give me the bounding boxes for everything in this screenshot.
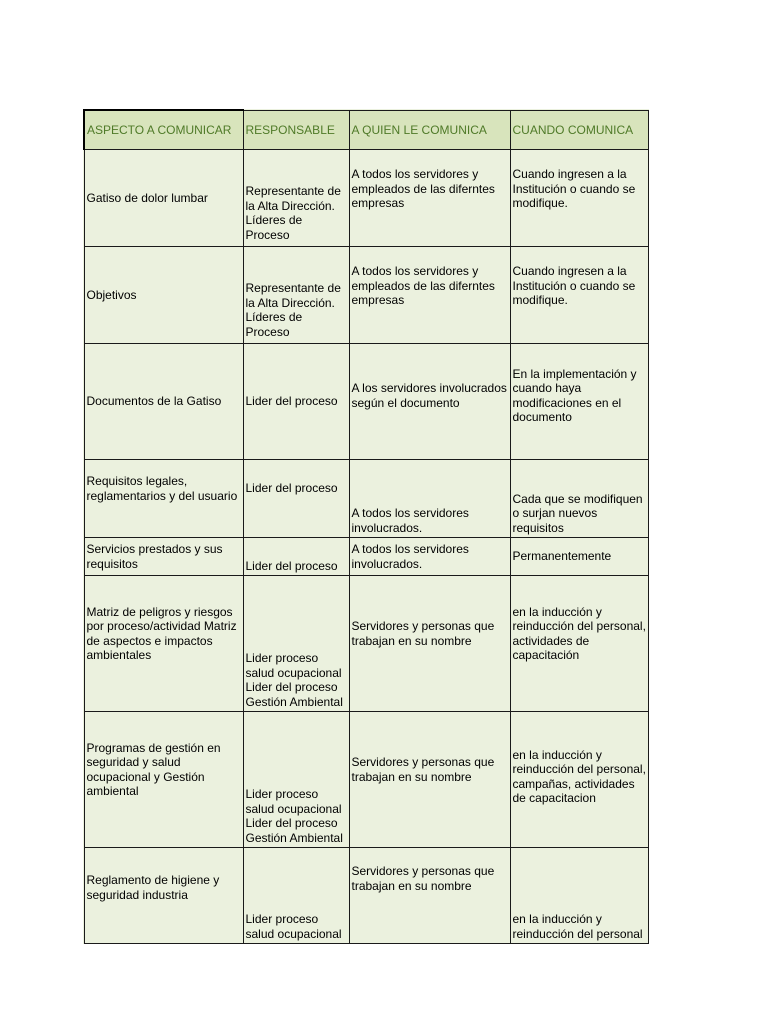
cell-a-quien: Servidores y personas que trabajan en su nombre	[349, 576, 510, 712]
cell-aspecto: Programas de gestión en seguridad y salud ocupacional y Gestión ambiental	[84, 712, 243, 848]
cell-responsable: Lider proceso salud ocupacional Lider del proceso Gestión Ambiental	[243, 576, 349, 712]
table-row	[84, 460, 648, 538]
cell-a-quien: Servidores y personas que trabajan en su nombre	[349, 848, 510, 944]
header-a-quien: A QUIEN LE COMUNICA	[349, 110, 510, 150]
cell-cuando: En la implementación y cuando haya modificaciones en el documento	[510, 344, 648, 460]
communication-table	[83, 109, 649, 944]
cell-responsable: Lider del proceso	[243, 538, 349, 576]
table-header-row	[84, 110, 648, 150]
cell-aspecto: Reglamento de higiene y seguridad industria	[84, 848, 243, 944]
cell-responsable: Lider proceso salud ocupacional Lider del proceso Gestión Ambiental	[243, 712, 349, 848]
cell-responsable: Lider del proceso	[243, 460, 349, 538]
cell-aspecto: Matriz de peligros y riesgos por proceso/actividad Matriz de aspectos e impactos ambientales	[84, 576, 243, 712]
cell-a-quien: A todos los servidores involucrados.	[349, 460, 510, 538]
table-row	[84, 538, 648, 576]
cell-responsable: Lider proceso salud ocupacional	[243, 848, 349, 944]
cell-cuando: Permanentemente	[510, 538, 648, 576]
table-row	[84, 848, 648, 944]
cell-responsable: Lider del proceso	[243, 344, 349, 460]
table-row	[84, 247, 648, 344]
cell-a-quien: A todos los servidores y empleados de las diferntes empresas	[349, 247, 510, 344]
cell-a-quien: Servidores y personas que trabajan en su nombre	[349, 712, 510, 848]
table-row	[84, 344, 648, 460]
cell-responsable: Representante de la Alta Dirección. Líderes de Proceso	[243, 150, 349, 247]
table-row	[84, 712, 648, 848]
cell-a-quien: A todos los servidores y empleados de las diferntes empresas	[349, 150, 510, 247]
cell-cuando: Cuando ingresen a la Institución o cuando se modifique.	[510, 247, 648, 344]
cell-a-quien: A los servidores involucrados según el documento	[349, 344, 510, 460]
cell-aspecto: Requisitos legales, reglamentarios y del usuario	[84, 460, 243, 538]
cell-aspecto: Servicios prestados y sus requisitos	[84, 538, 243, 576]
cell-responsable: Representante de la Alta Dirección. Líderes de Proceso	[243, 247, 349, 344]
header-responsable: RESPONSABLE	[243, 110, 349, 150]
cell-a-quien: A todos los servidores involucrados.	[349, 538, 510, 576]
table-row	[84, 576, 648, 712]
cell-cuando: en la inducción y reinducción del personal	[510, 848, 648, 944]
cell-cuando: Cuando ingresen a la Institución o cuando se modifique.	[510, 150, 648, 247]
header-cuando: CUANDO COMUNICA	[510, 110, 648, 150]
header-aspecto: ASPECTO A COMUNICAR	[84, 110, 243, 150]
cell-aspecto: Gatiso de dolor lumbar	[84, 150, 243, 247]
cell-cuando: en la inducción y reinducción del personal, actividades de capacitación	[510, 576, 648, 712]
cell-aspecto: Documentos de la Gatiso	[84, 344, 243, 460]
cell-cuando: Cada que se modifiquen o surjan nuevos requisitos	[510, 460, 648, 538]
table-row	[84, 150, 648, 247]
cell-aspecto: Objetivos	[84, 247, 243, 344]
cell-cuando: en la inducción y reinducción del personal, campañas, actividades de capacitacion	[510, 712, 648, 848]
